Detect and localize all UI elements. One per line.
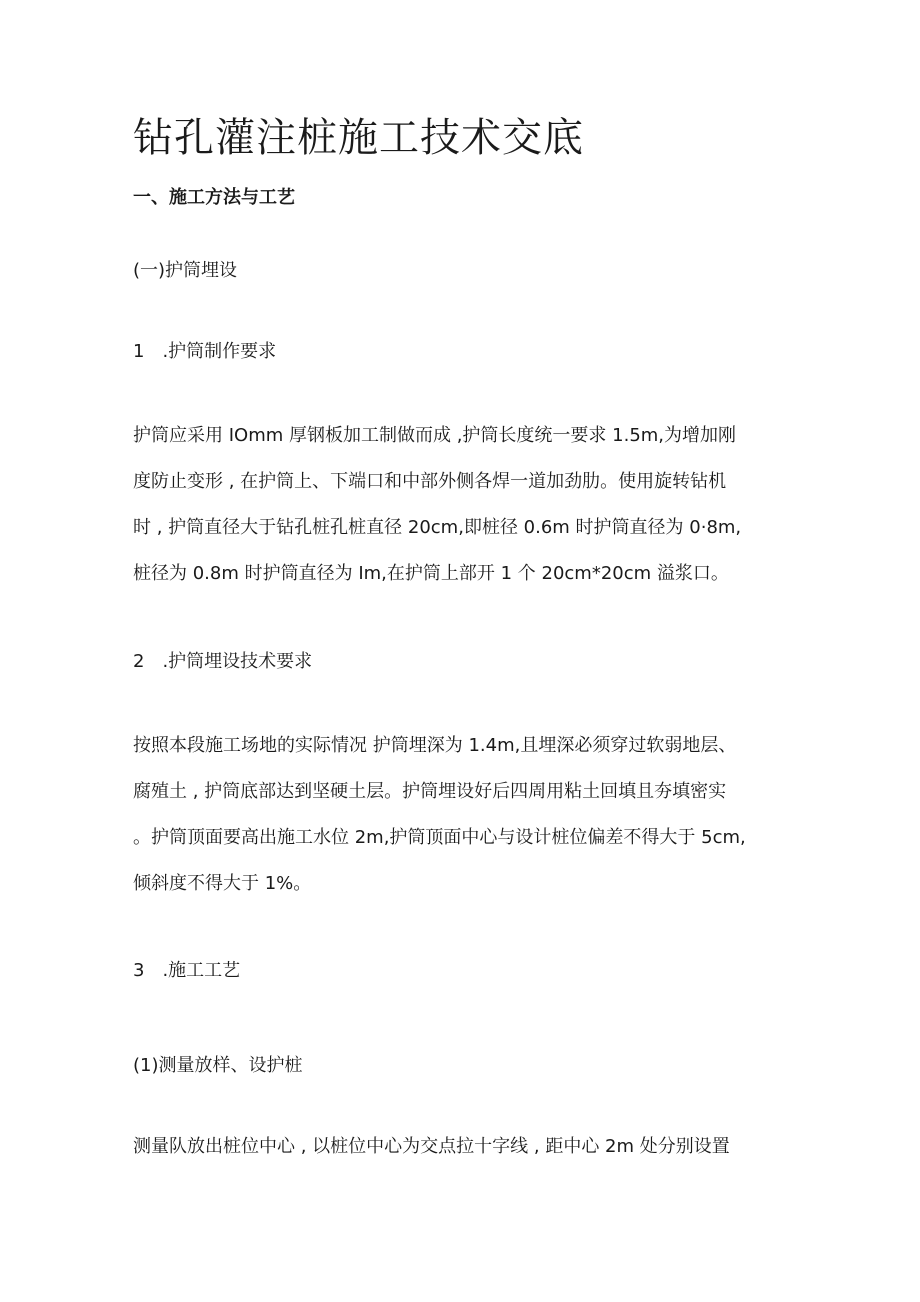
item-2-paragraph (133, 723, 793, 907)
item-1-title: 1 .护筒制作要求 (133, 341, 277, 362)
subsection-heading: (一)护筒埋设 (133, 260, 238, 281)
item-1-paragraph (133, 413, 793, 597)
paragraph-line: 腐殖土 , 护筒底部达到坚硬土层。护筒埋设好后四周用粘土回填且夯填密实 (133, 781, 727, 802)
document-title: 钻孔灌注桩施工技术交底 (133, 115, 584, 161)
paragraph-line: 时 , 护筒直径大于钻孔桩孔桩直径 20cm,即桩径 0.6m 时护筒直径为 0·8m, (133, 517, 742, 538)
item-2-title: 2 .护筒埋设技术要求 (133, 651, 313, 672)
item-3-paragraph (133, 1124, 793, 1170)
section-heading: 一、施工方法与工艺 (133, 187, 295, 208)
paragraph-line: 按照本段施工场地的实际情况 护筒埋深为 1.4m,且埋深必须穿过软弱地层、 (133, 735, 737, 756)
paragraph-line: 测量队放出桩位中心 , 以桩位中心为交点拉十字线 , 距中心 2m 处分别设置 (133, 1136, 730, 1157)
paragraph-line: 倾斜度不得大于 1%。 (133, 873, 312, 894)
paragraph-line: 护筒应采用 IOmm 厚钢板加工制做而成 ,护筒长度统一要求 1.5m,为增加刚 (133, 425, 737, 446)
item-3-title: 3 .施工工艺 (133, 960, 241, 981)
paragraph-line: 桩径为 0.8m 时护筒直径为 Im,在护筒上部开 1 个 20cm*20cm 溢浆口。 (133, 563, 729, 584)
item-3-subheading: (1)测量放样、设护桩 (133, 1055, 303, 1076)
paragraph-line: 度防止变形 , 在护筒上、下端口和中部外侧各焊一道加劲肋。使用旋转钻机 (133, 471, 727, 492)
paragraph-line: 。护筒顶面要高出施工水位 2m,护筒顶面中心与设计桩位偏差不得大于 5cm, (133, 827, 746, 848)
